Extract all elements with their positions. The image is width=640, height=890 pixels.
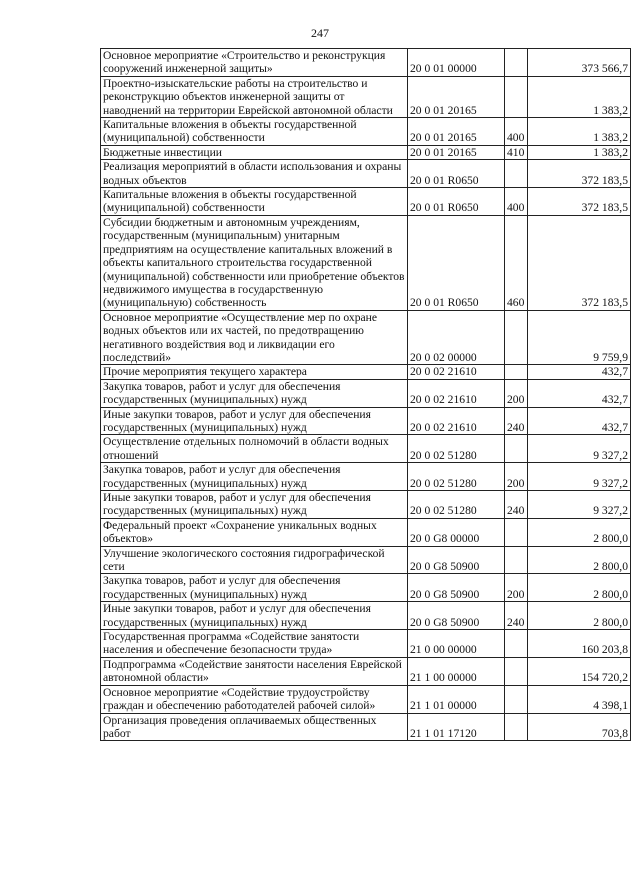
row-expense-type-cell: 410 — [505, 145, 528, 159]
row-code-cell: 20 0 01 20165 — [408, 145, 505, 159]
row-code-cell: 20 0 G8 50900 — [408, 546, 505, 574]
row-name-cell: Организация проведения оплачиваемых общественных работ — [101, 713, 408, 741]
row-code-cell: 20 0 01 R0650 — [408, 188, 505, 216]
row-name-cell: Государственная программа «Содействие занятости населения и обеспечение безопасности труда» — [101, 630, 408, 658]
row-code-cell: 20 0 G8 50900 — [408, 602, 505, 630]
row-name-cell: Иные закупки товаров, работ и услуг для обеспечения государственных (муниципальных) нужд — [101, 491, 408, 519]
table-row — [101, 685, 631, 713]
row-expense-type-cell — [505, 310, 528, 365]
row-expense-type-cell: 240 — [505, 407, 528, 435]
budget-table-body — [101, 49, 631, 741]
table-row — [101, 365, 631, 379]
row-amount-cell: 1 383,2 — [528, 76, 631, 117]
table-row — [101, 160, 631, 188]
budget-table — [100, 48, 631, 741]
row-expense-type-cell — [505, 630, 528, 658]
row-amount-cell: 373 566,7 — [528, 49, 631, 77]
row-amount-cell: 432,7 — [528, 379, 631, 407]
row-name-cell: Субсидии бюджетным и автономным учреждениям, государственным (муниципальным) унитарным предприятиям на осуществление капитальных вложений в объекты капитального строительства государственной (муниципальной) собственности или приобретение объектов недвижимого имущества в государственную (муниципальную) собственность — [101, 215, 408, 310]
row-expense-type-cell — [505, 685, 528, 713]
row-expense-type-cell: 240 — [505, 491, 528, 519]
table-row — [101, 118, 631, 146]
row-amount-cell: 372 183,5 — [528, 188, 631, 216]
row-expense-type-cell — [505, 365, 528, 379]
table-row — [101, 435, 631, 463]
table-row — [101, 630, 631, 658]
table-row — [101, 602, 631, 630]
row-amount-cell: 154 720,2 — [528, 657, 631, 685]
table-row — [101, 713, 631, 741]
table-row — [101, 491, 631, 519]
table-row — [101, 310, 631, 365]
row-amount-cell: 9 327,2 — [528, 463, 631, 491]
row-name-cell: Подпрограмма «Содействие занятости населения Еврейской автономной области» — [101, 657, 408, 685]
row-amount-cell: 9 327,2 — [528, 435, 631, 463]
row-code-cell: 20 0 02 51280 — [408, 491, 505, 519]
table-row — [101, 657, 631, 685]
row-name-cell: Закупка товаров, работ и услуг для обеспечения государственных (муниципальных) нужд — [101, 463, 408, 491]
row-expense-type-cell: 200 — [505, 463, 528, 491]
row-name-cell: Основное мероприятие «Строительство и реконструкция сооружений инженерной защиты» — [101, 49, 408, 77]
row-name-cell: Капитальные вложения в объекты государственной (муниципальной) собственности — [101, 118, 408, 146]
row-amount-cell: 9 327,2 — [528, 491, 631, 519]
row-amount-cell: 1 383,2 — [528, 118, 631, 146]
row-code-cell: 20 0 02 51280 — [408, 435, 505, 463]
row-name-cell: Капитальные вложения в объекты государственной (муниципальной) собственности — [101, 188, 408, 216]
table-row — [101, 188, 631, 216]
row-name-cell: Основное мероприятие «Осуществление мер по охране водных объектов или их частей, по предотвращению негативного воздействия вод и ликвидации его последствий» — [101, 310, 408, 365]
row-code-cell: 20 0 02 00000 — [408, 310, 505, 365]
table-row — [101, 518, 631, 546]
table-row — [101, 407, 631, 435]
row-expense-type-cell: 240 — [505, 602, 528, 630]
row-amount-cell: 432,7 — [528, 407, 631, 435]
row-amount-cell: 372 183,5 — [528, 215, 631, 310]
table-row — [101, 574, 631, 602]
row-name-cell: Осуществление отдельных полномочий в области водных отношений — [101, 435, 408, 463]
row-name-cell: Основное мероприятие «Содействие трудоустройству граждан и обеспечению работодателей рабочей силой» — [101, 685, 408, 713]
row-amount-cell: 1 383,2 — [528, 145, 631, 159]
table-row — [101, 49, 631, 77]
row-expense-type-cell: 400 — [505, 188, 528, 216]
table-row — [101, 215, 631, 310]
row-code-cell: 20 0 02 51280 — [408, 463, 505, 491]
row-amount-cell: 372 183,5 — [528, 160, 631, 188]
row-name-cell: Федеральный проект «Сохранение уникальных водных объектов» — [101, 518, 408, 546]
row-code-cell: 20 0 02 21610 — [408, 365, 505, 379]
row-name-cell: Улучшение экологического состояния гидрографической сети — [101, 546, 408, 574]
row-expense-type-cell: 200 — [505, 574, 528, 602]
row-code-cell: 20 0 01 R0650 — [408, 160, 505, 188]
row-amount-cell: 2 800,0 — [528, 518, 631, 546]
row-expense-type-cell: 400 — [505, 118, 528, 146]
row-expense-type-cell — [505, 713, 528, 741]
row-expense-type-cell — [505, 546, 528, 574]
row-code-cell: 21 1 01 00000 — [408, 685, 505, 713]
row-name-cell: Бюджетные инвестиции — [101, 145, 408, 159]
row-amount-cell: 9 759,9 — [528, 310, 631, 365]
row-name-cell: Закупка товаров, работ и услуг для обеспечения государственных (муниципальных) нужд — [101, 574, 408, 602]
table-row — [101, 76, 631, 117]
table-row — [101, 145, 631, 159]
row-name-cell: Иные закупки товаров, работ и услуг для обеспечения государственных (муниципальных) нужд — [101, 407, 408, 435]
row-code-cell: 20 0 01 00000 — [408, 49, 505, 77]
row-amount-cell: 160 203,8 — [528, 630, 631, 658]
row-code-cell: 20 0 01 R0650 — [408, 215, 505, 310]
row-expense-type-cell — [505, 160, 528, 188]
row-expense-type-cell — [505, 657, 528, 685]
row-name-cell: Иные закупки товаров, работ и услуг для обеспечения государственных (муниципальных) нужд — [101, 602, 408, 630]
row-code-cell: 20 0 G8 00000 — [408, 518, 505, 546]
page-number: 247 — [311, 26, 329, 40]
row-amount-cell: 2 800,0 — [528, 602, 631, 630]
row-code-cell: 21 1 01 17120 — [408, 713, 505, 741]
row-name-cell: Закупка товаров, работ и услуг для обеспечения государственных (муниципальных) нужд — [101, 379, 408, 407]
row-name-cell: Прочие мероприятия текущего характера — [101, 365, 408, 379]
table-row — [101, 463, 631, 491]
row-code-cell: 20 0 02 21610 — [408, 379, 505, 407]
row-code-cell: 20 0 02 21610 — [408, 407, 505, 435]
table-row — [101, 546, 631, 574]
row-name-cell: Реализация мероприятий в области использования и охраны водных объектов — [101, 160, 408, 188]
row-amount-cell: 4 398,1 — [528, 685, 631, 713]
row-code-cell: 20 0 01 20165 — [408, 76, 505, 117]
row-expense-type-cell — [505, 435, 528, 463]
row-code-cell: 21 0 00 00000 — [408, 630, 505, 658]
row-code-cell: 20 0 01 20165 — [408, 118, 505, 146]
row-amount-cell: 2 800,0 — [528, 574, 631, 602]
row-amount-cell: 703,8 — [528, 713, 631, 741]
row-expense-type-cell — [505, 49, 528, 77]
row-expense-type-cell: 200 — [505, 379, 528, 407]
row-code-cell: 20 0 G8 50900 — [408, 574, 505, 602]
row-amount-cell: 2 800,0 — [528, 546, 631, 574]
row-code-cell: 21 1 00 00000 — [408, 657, 505, 685]
table-row — [101, 379, 631, 407]
row-expense-type-cell — [505, 76, 528, 117]
row-name-cell: Проектно-изыскательские работы на строительство и реконструкцию объектов инженерной защиты от наводнений на территории Еврейской автономной области — [101, 76, 408, 117]
row-expense-type-cell: 460 — [505, 215, 528, 310]
row-amount-cell: 432,7 — [528, 365, 631, 379]
row-expense-type-cell — [505, 518, 528, 546]
